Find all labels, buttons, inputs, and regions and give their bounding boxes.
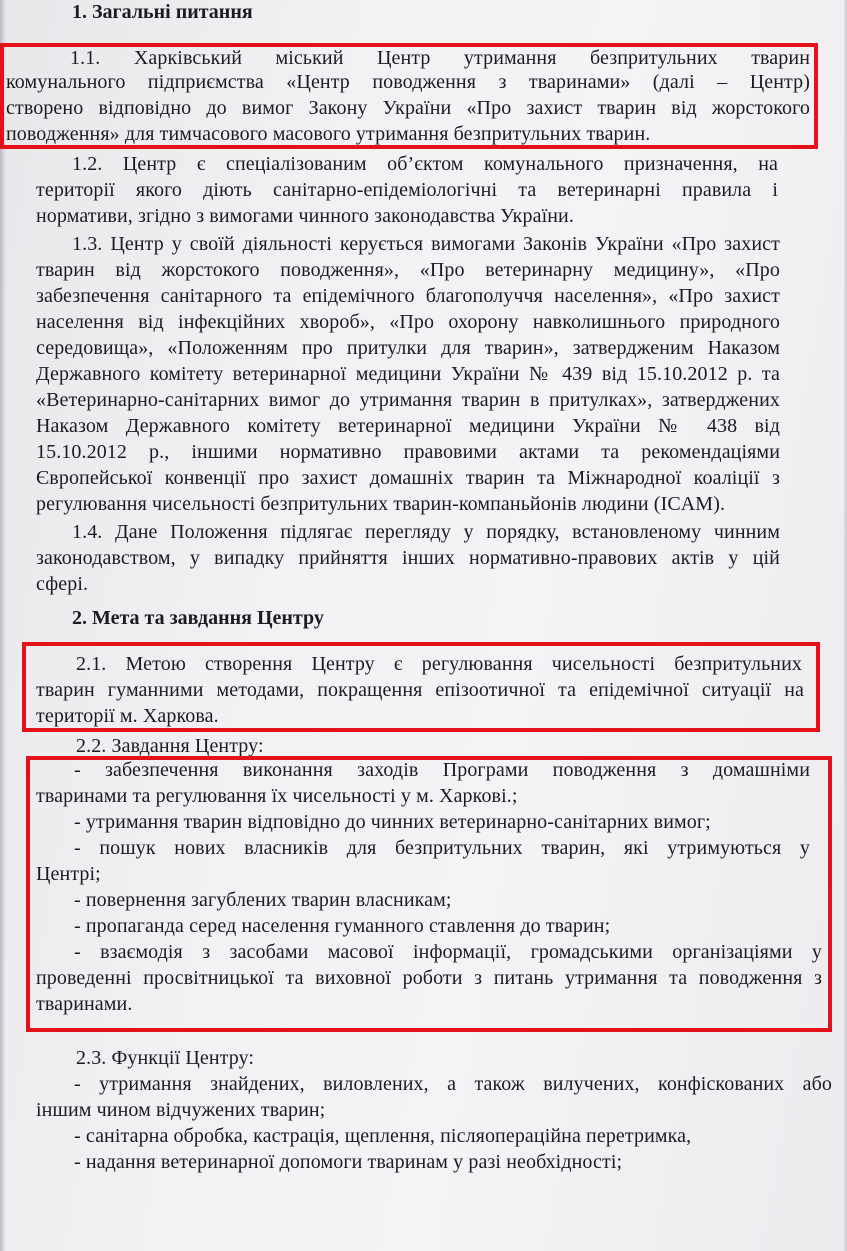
paragraph-1-3-line-2: тварин від жорстокого поводження», «Про ветеринарну медицину», «Про [36,259,780,281]
function-item-1-line-2: іншим чином відчужених тварин; [36,1099,326,1121]
task-item-1-line-1: - забезпечення виконання заходів Програми поводження з домашніми [74,759,810,781]
paragraph-2-3-title: 2.3. Функції Центру: [76,1047,255,1069]
paragraph-1-4-line-1: 1.4. Дане Положення підлягає перегляду у порядку, встановленому чинним [72,521,780,543]
paragraph-1-3-line-9: 15.10.2012 р., іншими нормативно правовими актами та рекомендаціями [36,441,780,463]
paragraph-2-1-line-1: 2.1. Метою створення Центру є регулювання чисельності безпритульних [76,653,802,675]
paragraph-1-3-line-1: 1.3. Центр у своїй діяльності керується вимогами Законів України «Про захист [72,233,780,255]
section-1-heading: 1. Загальні питання [72,1,253,23]
paragraph-1-1-line-3: створено відповідно до вимог Закону України «Про захист тварин від жорстокого [6,97,810,119]
paragraph-1-2-line-1: 1.2. Центр є спеціалізованим об’єктом комунального призначення, на [72,153,778,175]
paragraph-1-3-line-4: населення від інфекційних хвороб», «Про охорону навколишнього природного [36,311,780,333]
paragraph-1-3-line-7: «Ветеринарно-санітарних вимог до утримання тварин в притулках», затверджених [36,389,780,411]
paragraph-1-3-line-11: регулювання чисельності безпритульних тварин-компаньйонів людини (ICAM). [36,493,726,515]
task-item-1-line-2: тваринами та регулювання їх чисельності у м. Харкові.; [36,785,518,807]
paragraph-1-4-line-2: законодавством, у випадку прийняття інших нормативно-правових актів у цій [36,547,780,569]
paragraph-1-1-line-1: 1.1. Харківський міський Центр утримання безпритульних тварин [70,47,810,69]
paragraph-1-4-line-3: сфері. [36,573,89,595]
paragraph-1-1-line-2: комунального підприємства «Центр поводження з тваринами» (далі – Центр) [6,71,810,93]
paragraph-1-3-line-5: середовища», «Положенням про притулки для тварин», затвердженим Наказом [36,337,780,359]
task-item-3-line-1: - пошук нових власників для безпритульних тварин, які утримуються у [74,837,810,859]
paragraph-1-1-line-4: поводження» для тимчасового масового утримання безпритульних тварин. [6,123,651,145]
paragraph-1-3-line-6: Державного комітету ветеринарної медицини України № 439 від 15.10.2012 р. та [36,363,780,385]
function-item-1-line-1: - утримання знайдених, виловлених, а також вилучених, конфіскованих або [74,1073,832,1095]
task-item-6-line-2: проведенні просвітницької та виховної роботи з питань утримання та поводження з [36,967,822,989]
task-item-6-line-1: - взаємодія з засобами масової інформації, громадськими організаціями у [74,941,822,963]
function-item-3: - надання ветеринарної допомоги тваринам у разі необхідності; [74,1151,623,1173]
task-item-3-line-2: Центрі; [36,863,101,885]
paragraph-2-1-line-2: тварин гуманними методами, покращення епізоотичної та епідемічної ситуації на [36,679,804,701]
task-item-6-line-3: тваринами. [36,993,133,1015]
function-item-2: - санітарна обробка, кастрація, щеплення, післяопераційна перетримка, [74,1125,692,1147]
task-item-5: - пропаганда серед населення гуманного ставлення до тварин; [74,915,611,937]
paragraph-1-3-line-8: Наказом Державного комітету ветеринарної медицини України № 438 від [36,415,780,437]
paragraph-1-3-line-3: забезпечення санітарного та епідемічного благополуччя населення», «Про захист [36,285,780,307]
paragraph-1-2-line-2: території якого діють санітарно-епідеміологічні та ветеринарні правила і [36,179,778,201]
section-2-heading: 2. Мета та завдання Центру [72,607,324,629]
paragraph-2-2-title: 2.2. Завдання Центру: [76,735,264,757]
paragraph-2-1-line-3: території м. Харкова. [36,705,219,727]
task-item-4: - повернення загублених тварин власникам; [74,889,452,911]
paragraph-1-3-line-10: Європейської конвенції про захист домашніх тварин та Міжнародної коаліції з [36,467,780,489]
task-item-2: - утримання тварин відповідно до чинних ветеринарно-санітарних вимог; [74,811,711,833]
paragraph-1-2-line-3: нормативи, згідно з вимогами чинного законодавства України. [36,205,574,227]
